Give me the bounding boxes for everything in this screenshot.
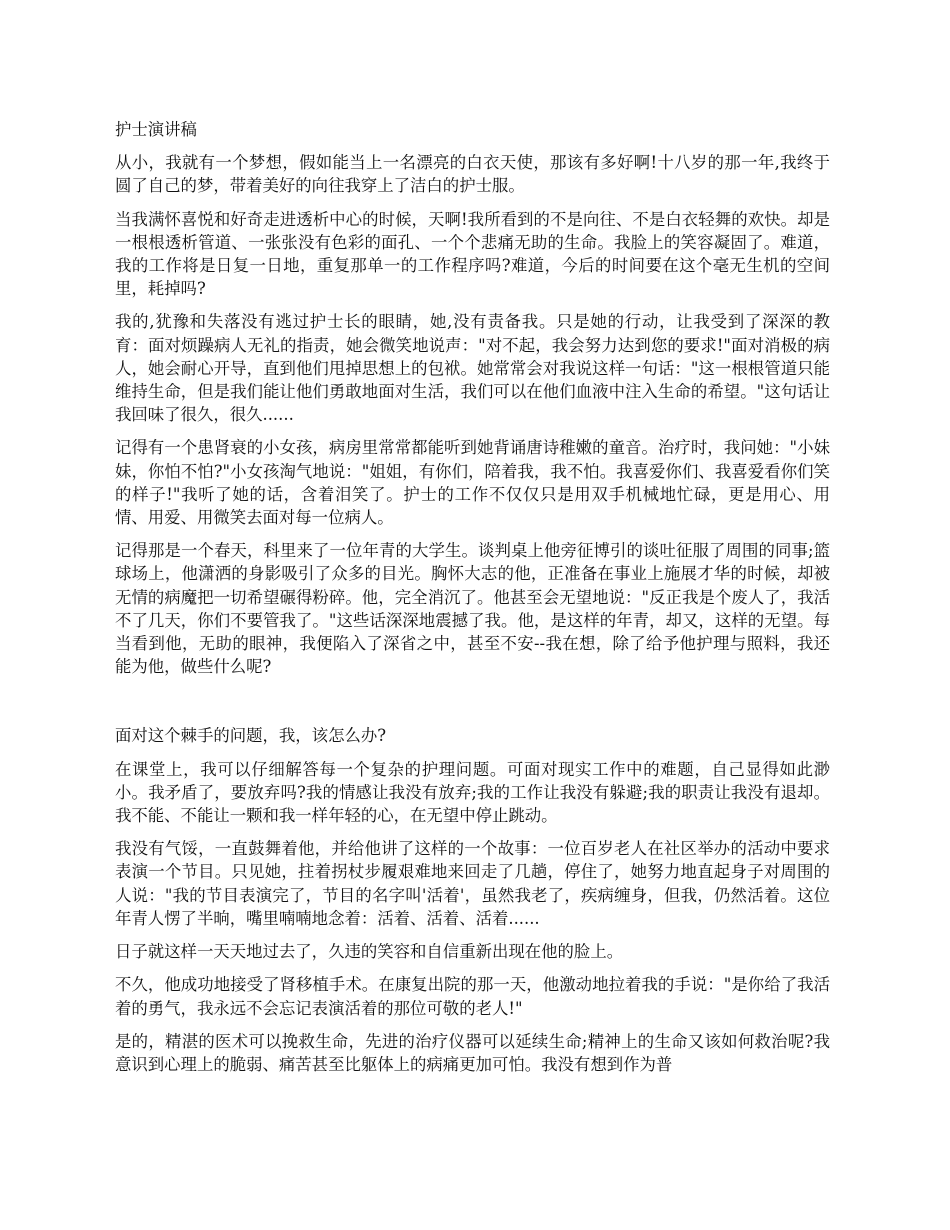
paragraph-university-student: 记得那是一个春天，科里来了一位年青的大学生。谈判桌上他旁征博引的谈吐征服了周围的同事;篮球场上，他潇洒的身影吸引了众多的目光。胸怀大志的他，正准备在事业上施展才华的时候，却被无情的病魔把一切希望碾得粉碎。他，完全消沉了。他甚至会无望地说："反正我是个废人了，我活不了几天，你们不要管我了。"这些话深深地震撼了我。他，是这样的年青，却又，这样的无望。每当看到他，无助的眼神，我便陷入了深省之中，甚至不安--我在想，除了给予他护理与照料，我还能为他，做些什么呢? — [115, 541, 830, 677]
paragraph-dialysis-center: 当我满怀喜悦和好奇走进透析中心的时候，天啊!我所看到的不是向往、不是白衣轻舞的欢快。却是一根根透析管道、一张张没有色彩的面孔、一个个悲痛无助的生命。我脸上的笑容凝固了。难道，我的工作将是日复一日地，重复那单一的工作程序吗?难道，今后的时间要在这个毫无生机的空间里，耗掉吗? — [115, 209, 830, 299]
paragraph-head-nurse: 我的,犹豫和失落没有逃过护士长的眼睛，她,没有责备我。只是她的行动，让我受到了深深的教育：面对烦躁病人无礼的指责，她会微笑地说声："对不起，我会努力达到您的要求!"面对消极的病人，她会耐心开导，直到他们甩掉思想上的包袱。她常常会对我说这样一句话："这一根根管道只能维持生命，但是我们能让他们勇敢地面对生活，我们可以在他们血液中注入生命的希望。"这句话让我回味了很久，很久...... — [115, 312, 830, 425]
document-title: 护士演讲稿 — [115, 120, 197, 139]
paragraph-transplant: 不久，他成功地接受了肾移植手术。在康复出院的那一天，他激动地拉着我的手说："是你给了我活着的勇气，我永远不会忘记表演活着的那位可敬的老人!" — [115, 975, 830, 1018]
paragraph-gap — [115, 688, 830, 724]
paragraph-little-girl: 记得有一个患肾衰的小女孩，病房里常常都能听到她背诵唐诗稚嫩的童音。治疗时，我问她："小妹妹，你怕不怕?"小女孩淘气地说："姐姐，有你们，陪着我，我不怕。我喜爱你们、我喜爱看你们笑的样子!"我听了她的话，含着泪笑了。护士的工作不仅仅只是用双手机械地忙碌，更是用心、用情、用爱、用微笑去面对每一位病人。 — [115, 438, 830, 528]
paragraph-dream: 从小，我就有一个梦想，假如能当上一名漂亮的白衣天使，那该有多好啊!十八岁的那一年,我终于圆了自己的梦，带着美好的向往我穿上了洁白的护士服。 — [115, 153, 830, 196]
paragraph-classroom: 在课堂上，我可以仔细解答每一个复杂的护理问题。可面对现实工作中的难题，自己显得如此渺小。我矛盾了，要放弃吗?我的情感让我没有放弃;我的工作让我没有躲避;我的职责让我没有退却。我不能、不能让一颗和我一样年轻的心，在无望中停止跳动。 — [115, 759, 830, 826]
paragraph-story: 我没有气馁，一直鼓舞着他，并给他讲了这样的一个故事：一位百岁老人在社区举办的活动中要求表演一个节目。只见她，拄着拐杖步履艰难地来回走了几趟，停住了，她努力地直起身子对周围的人说："我的节目表演完了，节目的名字叫'活着'，虽然我老了，疾病缠身，但我，仍然活着。这位年青人愣了半晌，嘴里喃喃地念着：活着、活着、活着...... — [115, 839, 830, 928]
paragraph-spirit: 是的，精湛的医术可以挽救生命，先进的治疗仪器可以延续生命;精神上的生命又该如何救治呢?我意识到心理上的脆弱、痛苦甚至比躯体上的病痛更加可怕。我没有想到作为普 — [115, 1031, 830, 1074]
paragraph-question: 面对这个棘手的问题，我，该怎么办? — [115, 726, 387, 746]
document-page — [115, 118, 830, 1086]
paragraph-days-passed: 日子就这样一天天地过去了，久违的笑容和自信重新出现在他的脸上。 — [115, 942, 624, 962]
